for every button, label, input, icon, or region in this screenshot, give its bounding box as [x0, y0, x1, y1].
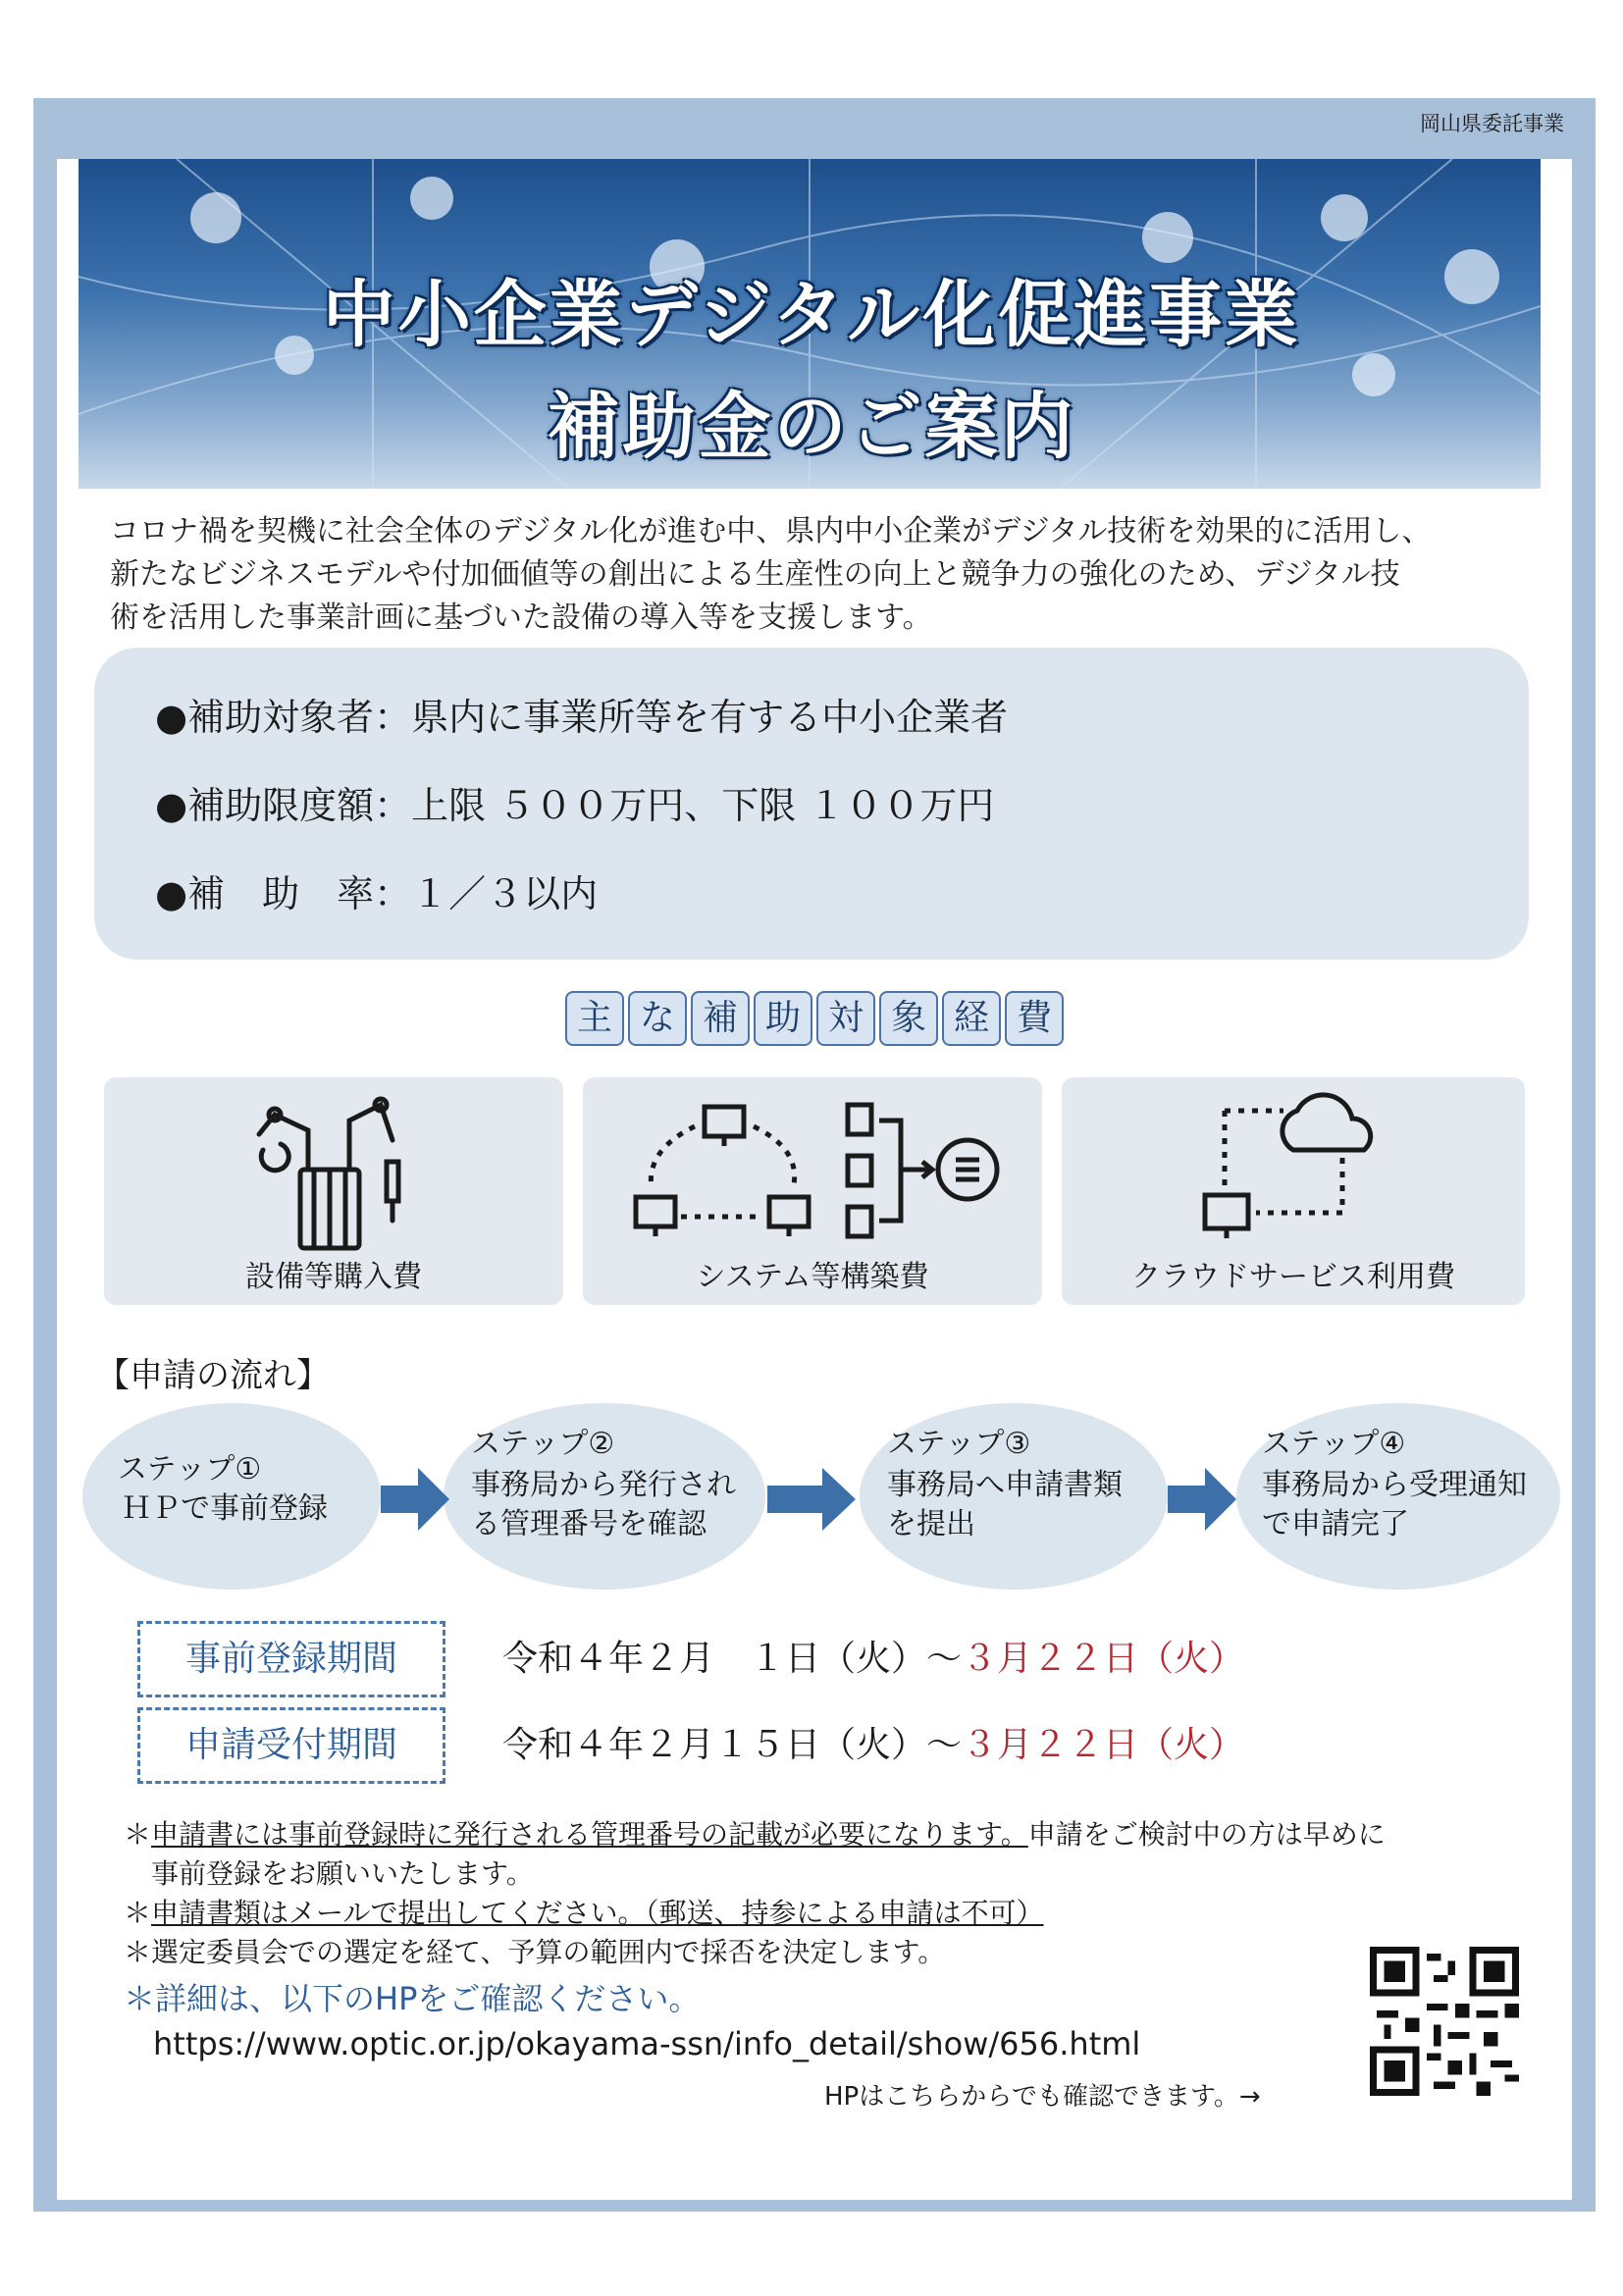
period-end: ３月２２日（火） [962, 1725, 1245, 1765]
step-1-body: ＨＰで事前登録 [122, 1491, 328, 1526]
expense-card-system [583, 1077, 1042, 1305]
intro-paragraph [110, 510, 1543, 640]
flow-arrow-icon [767, 1468, 856, 1531]
flow-arrow-icon [1168, 1468, 1236, 1531]
note-mark: ＊ [124, 1818, 152, 1851]
application-period [502, 1717, 1244, 1767]
note-emphasis: 申請書類はメールで提出してください。（郵送、持参による申請は不可） [151, 1897, 1044, 1929]
heading-char: 対 [816, 991, 875, 1046]
expense-card-equipment [104, 1077, 563, 1305]
step-1-title: ステップ① [118, 1452, 262, 1487]
heading-char: 費 [1005, 991, 1064, 1046]
intro-line: 新たなビジネスモデルや付加価値等の創出による生産性の向上と競争力の強化のため、デジタル技 [110, 557, 1400, 592]
note-email [124, 1894, 1517, 1933]
step-3-body: 事務局へ申請書類 を提出 [887, 1468, 1123, 1541]
intro-line: 術を活用した事業計画に基づいた設備の導入等を支援します。 [110, 600, 932, 635]
qr-note: HPはこちらからでも確認できます。→ [824, 2082, 1261, 2112]
flow-title: 【申請の流れ】 [96, 1356, 330, 1395]
period-start: 令和４年２月 １日（火）～ [502, 1639, 963, 1679]
network-system-icon [616, 1091, 1009, 1258]
period-start: 令和４年２月１５日（火）～ [502, 1725, 963, 1765]
period-end: ３月２２日（火） [962, 1639, 1245, 1679]
pre-registration-label: 事前登録期間 [137, 1621, 445, 1697]
flow-arrow-icon [381, 1468, 449, 1531]
note-mark: ＊ [124, 1897, 152, 1929]
step-3-title: ステップ③ [887, 1427, 1031, 1461]
subsidy-target: ●補助対象者：県内に事業所等を有する中小企業者 [155, 696, 1009, 739]
intro-line: コロナ禍を契機に社会全体のデジタル化が進む中、県内中小企業がデジタル技術を効果的に活用し、 [110, 514, 1432, 548]
client-label: 岡山県委託事業 [1420, 112, 1564, 135]
note-emphasis: 申請書には事前登録時に発行される管理番号の記載が必要になります。 [151, 1818, 1028, 1851]
heading-char: な [628, 991, 687, 1046]
qr-code-icon[interactable] [1370, 1947, 1519, 2096]
heading-char: 補 [691, 991, 750, 1046]
expense-card-cloud [1062, 1077, 1525, 1305]
step-4-body: 事務局から受理通知 で申請完了 [1262, 1468, 1527, 1541]
note-text: 申請をご検討中の方は早めに [1027, 1818, 1386, 1851]
heading-char: 象 [879, 991, 938, 1046]
expense-label: クラウドサービス利用費 [1131, 1260, 1455, 1294]
expense-label: 設備等購入費 [245, 1260, 422, 1294]
heading-char: 主 [565, 991, 624, 1046]
detail-url-link[interactable]: https://www.optic.or.jp/okayama-ssn/info_detail/show/656.html [153, 2025, 1141, 2062]
expenses-heading [565, 991, 1064, 1048]
note-text: 事前登録をお願いいたします。 [151, 1857, 534, 1890]
pre-registration-period [502, 1631, 1244, 1681]
expense-label: システム等構築費 [696, 1260, 929, 1294]
banner-title-line2: 補助金のご案内 [547, 385, 1076, 469]
heading-char: 経 [942, 991, 1001, 1046]
step-2-title: ステップ② [471, 1427, 615, 1461]
subsidy-rate: ●補 助 率：１／３以内 [155, 872, 599, 915]
banner-title-line1: 中小企業デジタル化促進事業 [322, 273, 1301, 357]
detail-text: ＊詳細は、以下のHPをご確認ください。 [124, 1980, 701, 2017]
subsidy-limit: ●補助限度額：上限 ５００万円、下限 １００万円 [155, 784, 995, 827]
step-4-title: ステップ④ [1262, 1427, 1406, 1461]
step-2-body: 事務局から発行され る管理番号を確認 [471, 1468, 736, 1541]
detail-block [124, 1976, 1140, 2066]
heading-char: 助 [754, 991, 812, 1046]
note-selection: ＊選定委員会での選定を経て、予算の範囲内で採否を決定します。 [124, 1936, 946, 1968]
cloud-icon [1195, 1087, 1391, 1254]
note-management-number [124, 1815, 1517, 1894]
robot-arm-icon [245, 1091, 422, 1258]
application-label: 申請受付期間 [137, 1707, 445, 1784]
